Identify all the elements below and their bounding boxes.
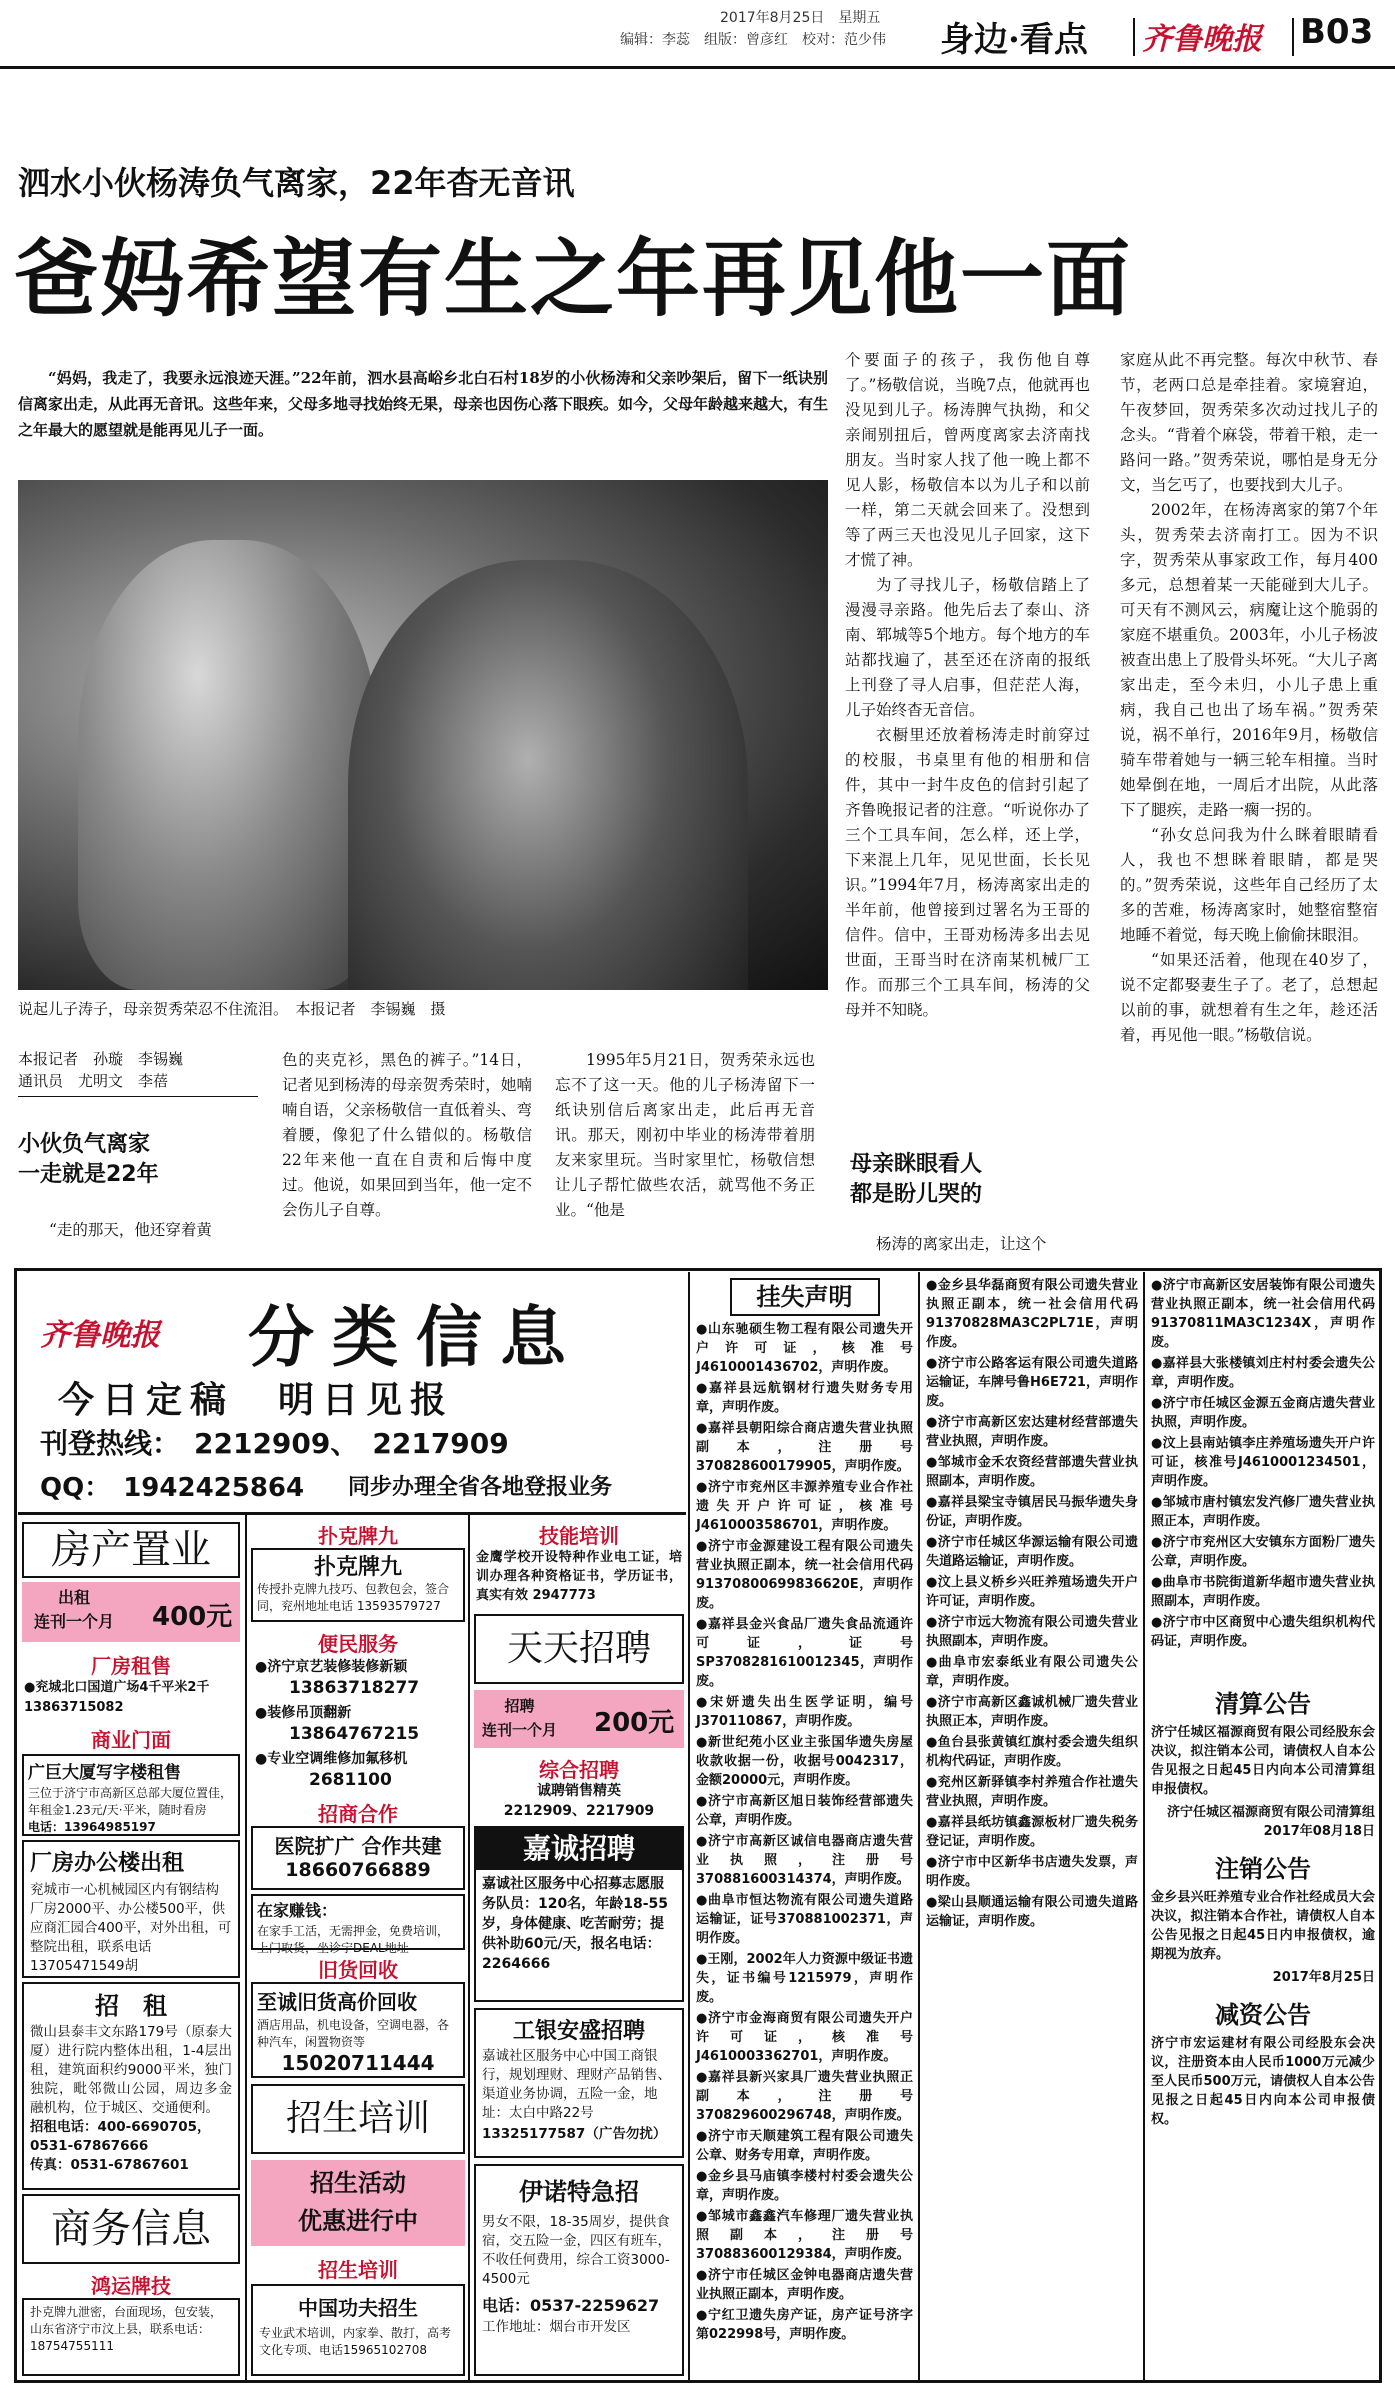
- zhaosheng-label: 招生培训: [318, 2258, 398, 2282]
- notice-item: ●鱼台县张黄镇红旗村委会遗失组织机构代码证，声明作废。: [926, 1735, 1138, 1769]
- puke-text: 传授扑克牌九技巧、包教包会，签合同，兖州地址电话 13593579727: [257, 1582, 450, 1613]
- cancellation-date: 2017年8月25日: [1272, 1970, 1375, 1985]
- hospital-title: 医院扩广 合作共建: [274, 1834, 442, 1858]
- mother-figure: [348, 560, 748, 990]
- notice-item: ●曲阜市宏泰纸业有限公司遗失公章，声明作废。: [926, 1655, 1138, 1689]
- notice-item: ●曲阜市书院街道新华超市遗失营业执照副本，声明作废。: [1151, 1575, 1375, 1609]
- col1-text: [18, 1218, 258, 1243]
- notice-item: ●济宁市任城区金源五金商店遗失营业执照，声明作废。: [1151, 1396, 1375, 1430]
- guangju-title: 广巨大厦写字楼租售: [28, 1763, 181, 1783]
- col5-paragraph-4: “如果还活着，他现在40岁了，说不定都娶妻生子了。老了，总想起以前的事，就想着有生之年，趁还活着，再见他一眼。”杨敬信说。: [1120, 951, 1378, 1044]
- side-head-2: 母亲眯眼看人 都是盼儿哭的: [850, 1152, 983, 1207]
- col4-text: [845, 348, 1090, 1023]
- home-work-title: 在家赚钱：: [257, 1901, 338, 1920]
- notice-item: ●嘉祥县纸坊镇鑫源板材厂遗失税务登记证，声明作废。: [926, 1815, 1138, 1849]
- classified-col-6: [1147, 1272, 1379, 2380]
- notice-item: ●汶上县义桥乡兴旺养殖场遗失开户许可证，声明作废。: [926, 1575, 1138, 1609]
- headline: 爸妈希望有生之年再见他一面: [14, 230, 1133, 328]
- guangju-text: 三位于济宁市高新区总部大厦位置佳，年租金1.23元/天·平米，随时看房: [28, 1786, 233, 1817]
- page-number: B03: [1300, 12, 1374, 52]
- yinuo-ad: [474, 2164, 684, 2376]
- recruit-price: 200元: [594, 1708, 675, 1738]
- notice-item: ●济宁市中区商贸中心遗失组织机构代码证，声明作废。: [1151, 1615, 1375, 1649]
- col5-text: [1120, 348, 1378, 1048]
- zhaozu-text: 微山县泰丰文东路179号（原泰大厦）进行院内整体出租，1-4层出租，建筑面积约9000平米，独门独院，毗邻微山公园，周边多金融机构，位于城区、交通便利。: [30, 2024, 232, 2116]
- classified-logo: 齐鲁晚报: [40, 1318, 160, 1353]
- lost-notice-item: ●宋妍遗失出生医学证明，编号J370110867，声明作废。: [696, 1695, 913, 1729]
- zhaozu-ad: [22, 1982, 240, 2190]
- side-head-1: 小伙负气离家 一走就是22年: [18, 1132, 159, 1187]
- lead-paragraph: [18, 365, 828, 443]
- col4-paragraph-2: 为了寻找儿子，杨敬信踏上了漫漫寻亲路。他先后去了泰山、济南、郓城等5个地方。每个地方的车站都找遍了，甚至还在济南的报纸上刊登了寻人启事，但茫茫人海，儿子始终杳无音信。: [845, 576, 1090, 719]
- classified-title: 分类信息: [248, 1298, 584, 1376]
- lost-notice-item: ●新世纪苑小区业主张国华遗失房屋收款收据一份，收据号0042317，金额20000元，声明作废。: [696, 1735, 913, 1788]
- training-heading: 招生培训: [251, 2084, 465, 2154]
- guangju-phone: 电话：13964985197: [28, 1820, 156, 1834]
- kungfu-text: 专业武术培训，内家拳、散打，高考文化专项、电话15965102708: [259, 2326, 452, 2357]
- header-rule: [0, 66, 1395, 69]
- classified-hotline: 刊登热线： 2212909、 2217909: [40, 1427, 509, 1460]
- zhaozu-title: 招 租: [95, 1992, 167, 2020]
- classified-divider-4: [918, 1272, 920, 2380]
- bianmin-phone-1: 13863718277: [289, 1678, 420, 1698]
- notice-item: ●邹城市唐村镇宏发汽修厂遗失营业执照正本，声明作废。: [1151, 1495, 1375, 1529]
- recycle-title: 至诚旧货高价回收: [257, 1990, 417, 2014]
- icbc-title: 工银安盛招聘: [512, 2019, 645, 2044]
- lost-notice-item: ●王刚，2002年人力资源中级证书遗失，证书编号1215979，声明作废。: [696, 1952, 913, 2005]
- bianmin-label: 便民服务: [318, 1632, 398, 1656]
- yinuo-text: 男女不限，18-35周岁，提供食宿，交五险一金，四区有班车，不收任何费用，综合工资3000-4500元: [482, 2214, 671, 2287]
- jineng-text: 金鹰学校开设特种作业电工证，培训办理各种资格证书，学历证书，真实有效 2947773: [476, 1550, 682, 1603]
- jiacheng-ad: [474, 1826, 684, 2002]
- hongyun-text: 扑克牌九泄密，台面现场，包安装，山东省济宁市汶上县，联系电话：18754755111: [30, 2305, 223, 2353]
- lost-notice-item: ●嘉祥县金兴食品厂遗失食品流通许可证，证号SP3708281610012345，声明作废。: [696, 1617, 913, 1689]
- classified-qq: QQ： 1942425864: [40, 1473, 305, 1503]
- factory-rent-phone: 13863715082: [24, 1700, 124, 1715]
- col4-paragraph-4: 杨涛的离家出走，让这个: [876, 1235, 1047, 1253]
- factory-office-ad: [22, 1840, 240, 1978]
- bianmin-phone-3: 2681100: [309, 1770, 392, 1790]
- zonghe-label: 综合招聘: [539, 1758, 619, 1782]
- rental-label: 出租 连刊一个月: [34, 1588, 115, 1631]
- article-photo: [18, 480, 828, 990]
- zhaoshang-label: 招商合作: [318, 1802, 398, 1826]
- byline-rule: [18, 1096, 258, 1097]
- bianmin-item-1: ●济宁京艺装修装修新颖: [255, 1659, 408, 1675]
- notice-list-5: [922, 1272, 1142, 1931]
- byline-reporters: 本报记者 孙璇 李锡巍: [18, 1050, 184, 1068]
- notice-item: ●济宁市兖州区大安镇东方面粉厂遗失公章，声明作废。: [1151, 1535, 1375, 1569]
- col4-end: [845, 1232, 1090, 1257]
- recruit-price-box: [474, 1690, 684, 1748]
- puke-label: 扑克牌九: [318, 1524, 398, 1548]
- factory-rent-text: ●兖城北口国道广场4千平米2千: [24, 1680, 210, 1695]
- guangju-ad: [22, 1754, 240, 1836]
- lost-notice-item: ●嘉祥县新兴家具厂遗失营业执照正副本，注册号370829600296748，声明作废。: [696, 2070, 913, 2123]
- lost-notice-item: ●邹城市鑫鑫汽车修理厂遗失营业执照副本，注册号370883600129384，声明作废。: [696, 2209, 913, 2262]
- notice-list-6: [1147, 1272, 1379, 1676]
- factory-office-text: 兖城市一心机械园区内有钢结构厂房2000平、办公楼500平，供应商汇园合400平，对外出租，可整院出租，联系电话13705471549胡: [30, 1882, 232, 1974]
- enrollment-promo: [251, 2160, 465, 2246]
- notice-item: ●济宁市高新区安居装饰有限公司遗失营业执照正副本，统一社会信用代码91370811MA3C1234X，声明作废。: [1151, 1278, 1375, 1350]
- lost-notice-item: ●济宁市金海商贸有限公司遗失开户许可证，核准号J4610003362701，声明作废。: [696, 2011, 913, 2064]
- notice-item: ●济宁市高新区鑫诚机械厂遗失营业执照正本，声明作废。: [926, 1695, 1138, 1729]
- father-figure: [78, 540, 378, 990]
- icbc-ad: [474, 2008, 684, 2158]
- zonghe-phone: 2212909、2217909: [503, 1803, 655, 1819]
- classified-divider-1: [245, 1515, 247, 2380]
- puke-title: 扑克牌九: [313, 1555, 402, 1580]
- zhaozu-phone: 招租电话：400-6690705，0531-67867666: [30, 2119, 211, 2154]
- notice-item: ●兖州区新驿镇李村养殖合作社遗失营业执照，声明作废。: [926, 1775, 1138, 1809]
- lost-notice-item: ●济宁市兖州区丰源养殖专业合作社遗失开户许可证，核准号J4610003586701，声明作废。: [696, 1480, 913, 1533]
- zhaozu-fax: 传真：0531-67867601: [30, 2157, 189, 2173]
- kungfu-ad: [251, 2284, 465, 2376]
- icbc-text: 嘉诚社区服务中心中国工商银行，规划理财、理财产品销售、渠道业务协调，五险一金，地址：太白中路22号: [482, 2048, 671, 2121]
- yinuo-phone: 电话：0537-2259627: [482, 2296, 660, 2315]
- col5-paragraph-2: 2002年，在杨涛离家的第7个年头，贺秀荣去济南打工。因为不识字，贺秀荣从事家政工作，每月400多元，总想着某一天能碰到大儿子。可天有不测风云，病魔让这个脆弱的家庭不堪重负。2003年，小儿子杨波被查出患上了股骨头坏死。“大儿子离家出走，至今未归，小儿子患上重病，我自己也出了场车祸。”贺秀荣说，祸不单行，2016年9月，杨敬信骑车带着她与一辆三轮车相撞。当时她晕倒在地，一周后才出院，从此落下了腿疾，走路一瘸一拐的。: [1120, 501, 1378, 819]
- col1-paragraph: “走的那天，他还穿着黄: [49, 1221, 212, 1239]
- notice-item: ●济宁市中区新华书店遗失发票，声明作废。: [926, 1855, 1138, 1889]
- home-work-ad: [251, 1894, 465, 1955]
- puke-ad: [251, 1548, 465, 1622]
- lost-notice-item: ●山东驰硕生物工程有限公司遗失开户许可证，核准号J4610001436702，声明作废。: [696, 1322, 913, 1375]
- lost-notice-item: ●济宁市高新区旭日装饰经营部遗失公章，声明作废。: [696, 1794, 913, 1828]
- lost-notice-item: ●济宁市任城区金钟电器商店遗失营业执照正副本，声明作废。: [696, 2268, 913, 2302]
- bianmin-item-3: ●专业空调维修加氟移机: [255, 1751, 408, 1767]
- col3-text: [555, 1048, 815, 1223]
- classified-slogan: 今日定稿 明日见报: [58, 1379, 455, 1421]
- storefront-label: 商业门面: [91, 1728, 171, 1752]
- lost-notice-item: ●济宁市天顺建筑工程有限公司遗失公章、财务专用章，声明作废。: [696, 2129, 913, 2163]
- classified-header-rule: [18, 1512, 686, 1515]
- lost-notice-heading: 挂失声明: [730, 1278, 880, 1316]
- newspaper-logo: 齐鲁晚报: [1142, 22, 1262, 57]
- hospital-phone: 18660766889: [285, 1859, 431, 1881]
- lost-notice-list: [692, 1320, 917, 2344]
- recruit-price-label: 招聘 连刊一个月: [482, 1697, 558, 1739]
- lost-notice-item: ●金乡县马庙镇李楼村村委会遗失公章，声明作废。: [696, 2169, 913, 2203]
- issue-date: 2017年8月25日 星期五: [720, 10, 881, 26]
- cancellation-heading: 注销公告: [1215, 1854, 1311, 1883]
- yinuo-address: 工作地址：烟台市开发区: [482, 2319, 631, 2335]
- col5-paragraph-1: 家庭从此不再完整。每次中秋节、春节，老两口总是牵挂着。家境窘迫，午夜梦回，贺秀荣多次动过找儿子的念头。“背着个麻袋，带着干粮，走一路问一路。”贺秀荣说，哪怕是身无分文，当乞丐了，也要找到大儿子。: [1120, 351, 1378, 494]
- notice-item: ●邹城市金禾农资经营部遗失营业执照副本，声明作废。: [926, 1455, 1138, 1489]
- notice-item: ●嘉祥县大张楼镇刘庄村村委会遗失公章，声明作废。: [1151, 1356, 1375, 1390]
- liquidation-signature: 济宁任城区福源商贸有限公司清算组 2017年08月18日: [1166, 1805, 1375, 1839]
- jiacheng-text: 嘉诚社区服务中心招募志愿服务队员：120名，年龄18-55岁，身体健康、吃苦耐劳；提供补助60元/天，报名电话：2264666: [482, 1876, 668, 1972]
- notice-item: ●济宁市远大物流有限公司遗失营业执照副本，声明作废。: [926, 1615, 1138, 1649]
- factory-office-title: 厂房办公楼出租: [30, 1851, 185, 1876]
- hongyun-label: 鸿运牌技: [91, 2274, 171, 2298]
- col3-paragraph: 1995年5月21日，贺秀荣永远也忘不了这一天。他的儿子杨涛留下一纸诀别信后离家出走，此后再无音讯。那天，刚初中毕业的杨涛带着朋友来家里玩。当时家里忙，杨敬信想让儿子帮忙做些农活，就骂他不务正业。“他是: [555, 1051, 815, 1219]
- capital-reduction-text: 济宁市宏运建材有限公司经股东会决议，注册资本由人民币1000万元减少至人民币500万元，请债权人自本公告见报之日起45日内向本公司申报债权。: [1151, 2036, 1375, 2127]
- factory-rent-label: 厂房租售: [91, 1654, 171, 1678]
- notice-item: ●济宁市高新区宏达建材经营部遗失营业执照，声明作废。: [926, 1415, 1138, 1449]
- lost-notice-item: ●济宁市高新区诚信电器商店遗失营业执照，注册号370881600314374，声明作废。: [696, 1834, 913, 1887]
- classified-col-4: [692, 1272, 917, 2380]
- yinuo-title: 伊诺特急招: [519, 2178, 639, 2206]
- lost-notice-item: ●曲阜市恒达物流有限公司遗失道路运输证，证号370881002371，声明作废。: [696, 1893, 913, 1946]
- bianmin-phone-2: 13864767215: [289, 1724, 420, 1744]
- daily-recruit-heading: 天天招聘: [474, 1614, 684, 1684]
- editor-credits: 编辑：李蕊 组版：曾彦红 校对：范少伟: [620, 32, 886, 48]
- bianmin-item-2: ●装修吊顶翻新: [255, 1705, 352, 1721]
- classified-divider-5: [1143, 1272, 1145, 2380]
- lost-notice-item: ●嘉祥县朝阳综合商店遗失营业执照副本，注册号370828600179905，声明作废。: [696, 1421, 913, 1474]
- kungfu-title: 中国功夫招生: [298, 2296, 418, 2320]
- col5-paragraph-3: “孙女总问我为什么眯着眼睛看人，我也不想眯着眼睛，都是哭的。”贺秀荣说，这些年自己经历了太多的苦难，杨涛离家时，她整宿整宿地睡不着觉，每天晚上偷偷抹眼泪。: [1120, 826, 1378, 944]
- header-divider: [1133, 18, 1135, 56]
- photo-caption: 说起儿子涛子，母亲贺秀荣忍不住流泪。 本报记者 李锡巍 摄: [18, 1000, 446, 1018]
- liquidation-heading: 清算公告: [1215, 1689, 1311, 1718]
- recycle-ad: [251, 1982, 465, 2078]
- jiuhuo-label: 旧货回收: [318, 1958, 398, 1982]
- section-name: 身边·看点: [940, 20, 1088, 60]
- enrollment-promo-text: 招生活动 优惠进行中: [298, 2168, 418, 2235]
- header-divider-2: [1292, 18, 1294, 56]
- rental-price-box: [22, 1582, 240, 1642]
- classified-col-3: [472, 1518, 686, 2380]
- classified-col-2: [249, 1518, 467, 2380]
- liquidation-text: 济宁任城区福源商贸有限公司经股东会决议，拟注销本公司，请债权人自本公告见报之日起45日内向本公司清算组申报债权。: [1151, 1725, 1375, 1797]
- byline-correspondents: 通讯员 尤明文 李蓓: [18, 1072, 169, 1090]
- col4-paragraph-3: 衣橱里还放着杨涛走时前穿过的校服，书桌里有他的相册和信件，其中一封牛皮色的信封引起了齐鲁晚报记者的注意。“听说你办了三个工具车间，怎么样，还上学，下来混上几年，见见世面，长长见识。”1994年7月，杨涛离家出走的半年前，他曾接到过署名为王哥的信件。信中，王哥劝杨涛多出去见世面，王哥当时在济南某机械厂工作。而那三个工具车间，杨涛的父母并不知晓。: [845, 726, 1090, 1019]
- rental-price: 400元: [152, 1602, 233, 1632]
- notice-item: ●济宁市任城区华源运输有限公司遗失道路运输证，声明作废。: [926, 1535, 1138, 1569]
- business-info-heading: 商务信息: [22, 2194, 240, 2264]
- notice-item: ●济宁市公路客运有限公司遗失道路运输证，车牌号鲁H6E721，声明作废。: [926, 1356, 1138, 1409]
- lost-notice-item: ●济宁市金源建设工程有限公司遗失营业执照正副本，统一社会信用代码91370800699836620E，声明作废。: [696, 1539, 913, 1611]
- notice-item: ●金乡县华磊商贸有限公司遗失营业执照正副本，统一社会信用代码91370828MA3C2PL71E，声明作废。: [926, 1278, 1138, 1350]
- classified-col-1: [18, 1518, 244, 2380]
- lost-notice-item: ●宁红卫遗失房产证，房产证号济字第022998号，声明作废。: [696, 2308, 913, 2342]
- recycle-phone: 15020711444: [281, 2051, 435, 2075]
- icbc-phone: 13325177587（广告勿扰）: [482, 2126, 667, 2142]
- lost-notice-item: ●嘉祥县远航钢材行遗失财务专用章，声明作废。: [696, 1381, 913, 1415]
- house-ad-heading: 房产置业: [22, 1522, 240, 1578]
- jineng-label: 技能培训: [539, 1524, 619, 1548]
- col2-paragraph: 色的夹克衫，黑色的裤子。”14日，记者见到杨涛的母亲贺秀荣时，她喃喃自语，父亲杨敬信一直低着头、弯着腰，像犯了什么错似的。杨敬信22年来他一直在自责和后悔中度过。他说，如果回到当年，他一定不会伤儿子自尊。: [282, 1051, 532, 1219]
- capital-reduction-heading: 减资公告: [1215, 2000, 1311, 2029]
- home-work-text: 在家手工活，无需押金，免费培训，上门取货，坐诊宁DEAL地址: [257, 1924, 450, 1955]
- zonghe-text: 诚聘销售精英: [537, 1783, 621, 1799]
- lead-text: “妈妈，我走了，我要永远浪迹天涯。”22年前，泗水县高峪乡北白石村18岁的小伙杨涛和父亲吵架后，留下一纸诀别信离家出走，从此再无音讯。这些年来，父母多地寻找始终无果，母亲也因伤心落下眼疾。如今，父母年龄越来越大，有生之年最大的愿望就是能再见儿子一面。: [18, 369, 829, 439]
- hospital-ad: [251, 1826, 465, 1890]
- notice-item: ●嘉祥县梁宝寺镇居民马振华遗失身份证，声明作废。: [926, 1495, 1138, 1529]
- recycle-text: 酒店用品，机电设备，空调电器，各种汽车，闲置物资等: [257, 2018, 450, 2049]
- jiacheng-title: 嘉诚招聘: [476, 1828, 682, 1870]
- classified-qq-note: 同步办理全省各地登报业务: [348, 1475, 613, 1500]
- notice-item: ●梁山县顺通运输有限公司遗失道路运输证，声明作废。: [926, 1895, 1138, 1929]
- classified-col-5: [922, 1272, 1142, 2380]
- classified-header: [18, 1272, 686, 1512]
- subheadline: 泗水小伙杨涛负气离家，22年杳无音讯: [18, 164, 575, 202]
- notice-item: ●汶上县南站镇李庄养殖场遗失开户许可证，核准号J4610001234501，声明作废。: [1151, 1436, 1375, 1489]
- classified-divider-3: [688, 1272, 690, 2380]
- hongyun-ad: [22, 2298, 240, 2376]
- col2-text: [282, 1048, 532, 1223]
- cancellation-text: 金乡县兴旺养殖专业合作社经成员大会决议，拟注销本合作社，请债权人自本公告见报之日起45日内申报债权，逾期视为放弃。: [1151, 1890, 1375, 1962]
- col4-paragraph-1: 个要面子的孩子，我伤他自尊了。”杨敬信说，当晚7点，他就再也没见到儿子。杨涛脾气执拗，和父亲闹别扭后，曾两度离家去济南找朋友。当时家人找了他一晚上都不见人影，杨敬信本以为儿子和以前一样，第二天就会回来了。没想到等了两三天也没见儿子回家，这下才慌了神。: [845, 351, 1090, 569]
- classified-divider-2: [468, 1515, 470, 2380]
